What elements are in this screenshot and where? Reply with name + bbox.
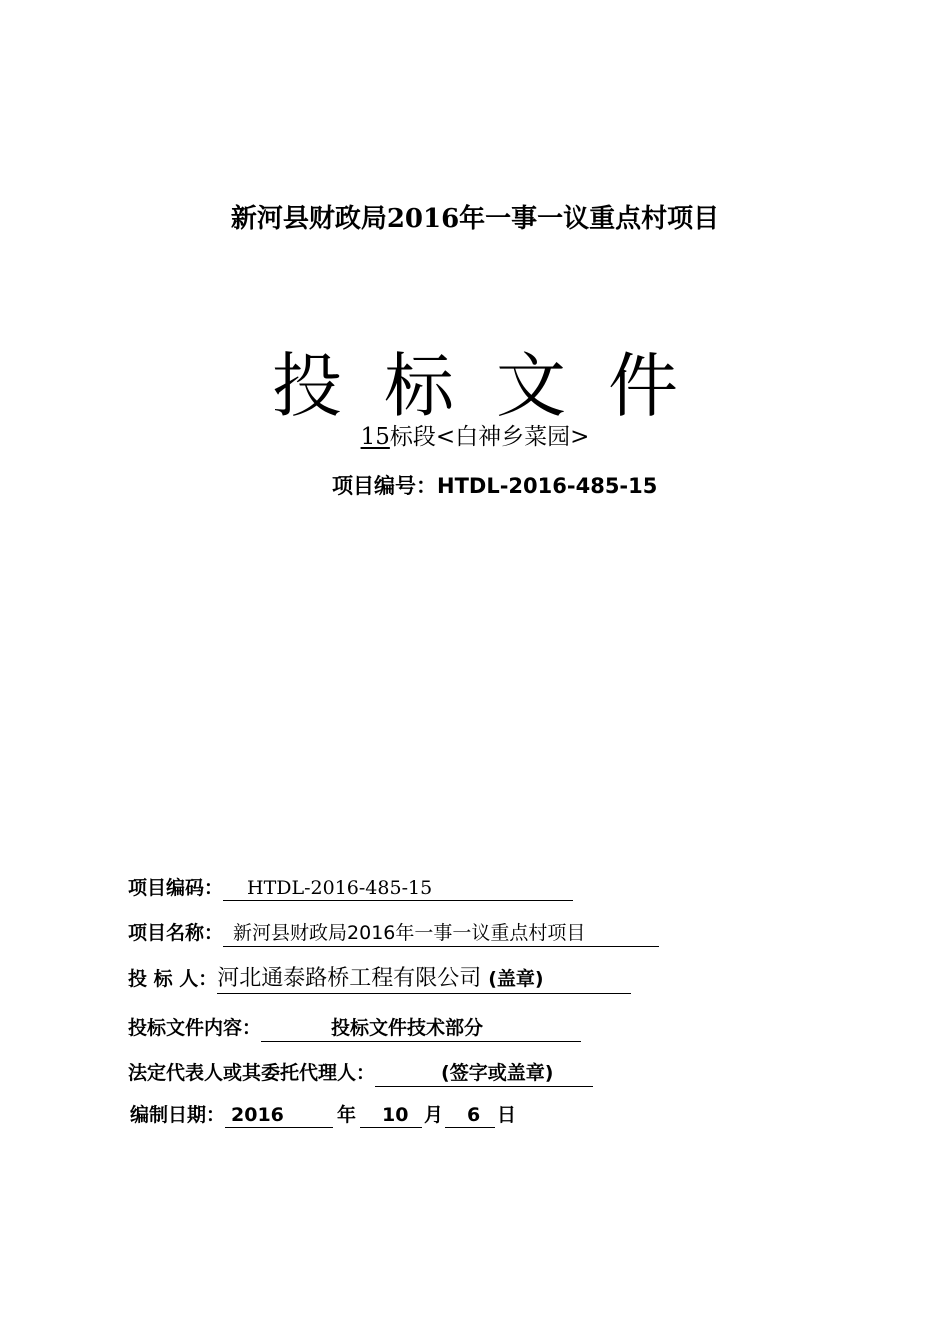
date-year: 2016 bbox=[225, 1104, 333, 1128]
bid-content-row bbox=[128, 1013, 581, 1042]
lot-number: 15 bbox=[360, 424, 390, 450]
date-day: 6 bbox=[445, 1104, 495, 1128]
project-code-header: 项目编号：HTDL-2016-485-15 bbox=[332, 474, 658, 498]
project-code-value: HTDL-2016-485-15 bbox=[223, 877, 573, 901]
document-type-title: 投标文件 bbox=[272, 345, 720, 427]
bidder-row bbox=[128, 961, 631, 994]
bid-content-value: 投标文件技术部分 bbox=[261, 1013, 581, 1042]
bidder-label: 投 标 人： bbox=[128, 968, 218, 990]
project-name-row bbox=[128, 918, 659, 947]
date-month: 10 bbox=[360, 1104, 422, 1128]
year-char: 年 bbox=[337, 1104, 357, 1126]
date-row bbox=[130, 1100, 518, 1128]
bidder-seal-note: (盖章) bbox=[488, 968, 544, 990]
date-label: 编制日期： bbox=[130, 1104, 226, 1126]
project-code-row bbox=[128, 873, 573, 901]
bid-content-label: 投标文件内容： bbox=[128, 1017, 262, 1039]
project-header-title: 新河县财政局2016年一事一议重点村项目 bbox=[230, 204, 720, 234]
legal-rep-row bbox=[128, 1058, 593, 1087]
day-char: 日 bbox=[497, 1104, 517, 1126]
legal-rep-value: (签字或盖章) bbox=[375, 1058, 593, 1087]
bidder-company: 河北通泰路桥工程有限公司 bbox=[217, 966, 482, 991]
project-name-label: 项目名称： bbox=[128, 922, 224, 944]
legal-rep-label: 法定代表人或其委托代理人： bbox=[128, 1062, 376, 1084]
project-name-value: 新河县财政局2016年一事一议重点村项目 bbox=[223, 918, 659, 947]
project-code-label: 项目编码： bbox=[128, 877, 224, 899]
lot-line bbox=[0, 418, 950, 451]
month-char: 月 bbox=[424, 1104, 444, 1126]
lot-text: 标段<白神乡菜园> bbox=[389, 424, 590, 450]
